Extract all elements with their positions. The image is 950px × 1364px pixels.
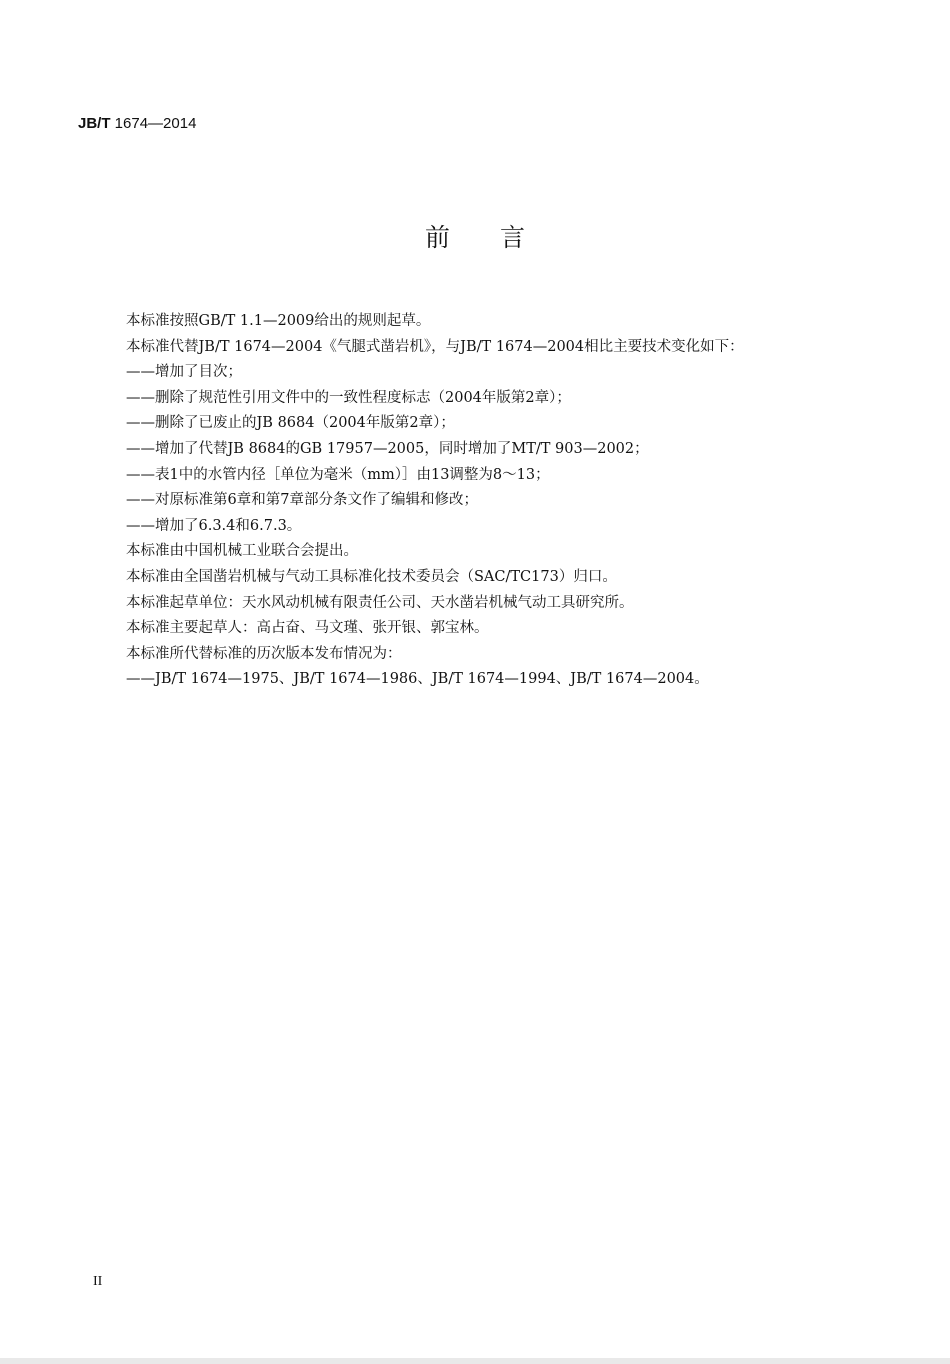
preface-line: ——表1中的水管内径［单位为毫米（mm）］由13调整为8～13； (126, 466, 550, 483)
preface-line: 本标准主要起草人：高占奋、马文瑾、张开银、郭宝林。 (126, 620, 489, 637)
page-number: II (93, 1274, 103, 1289)
preface-line: ——增加了6.3.4和6.7.3。 (126, 517, 302, 534)
preface-line: ——增加了代替JB 8684的GB 17957—2005，同时增加了MT/T 903—2002； (126, 440, 649, 457)
preface-line: ——增加了目次； (126, 364, 242, 381)
page-bottom-edge (0, 1358, 950, 1364)
preface-line: ——删除了规范性引用文件中的一致性程度标志（2004年版第2章）； (126, 389, 571, 406)
document-code-number: 1674—2014 (110, 115, 197, 132)
document-code (78, 114, 196, 134)
page-title: 前言 (424, 223, 575, 252)
preface-body (126, 309, 826, 693)
preface-line: ——JB/T 1674—1975、JB/T 1674—1986、JB/T 1674—1994、JB/T 1674—2004。 (126, 671, 709, 688)
preface-line: 本标准起草单位：天水风动机械有限责任公司、天水凿岩机械气动工具研究所。 (126, 594, 634, 611)
preface-line: 本标准代替JB/T 1674—2004《气腿式凿岩机》，与JB/T 1674—2004相比主要技术变化如下： (126, 338, 744, 355)
preface-line: 本标准由中国机械工业联合会提出。 (126, 543, 358, 560)
document-code-prefix: JB/T (78, 115, 111, 132)
preface-line: 本标准按照GB/T 1.1—2009给出的规则起草。 (126, 313, 431, 329)
preface-line: 本标准所代替标准的历次版本发布情况为： (126, 645, 402, 662)
preface-line: ——对原标准第6章和第7章部分条文作了编辑和修改； (126, 492, 478, 509)
preface-line: 本标准由全国凿岩机械与气动工具标准化技术委员会（SAC/TC173）归口。 (126, 568, 617, 585)
preface-line: ——删除了已废止的JB 8684（2004年版第2章）； (126, 415, 455, 432)
